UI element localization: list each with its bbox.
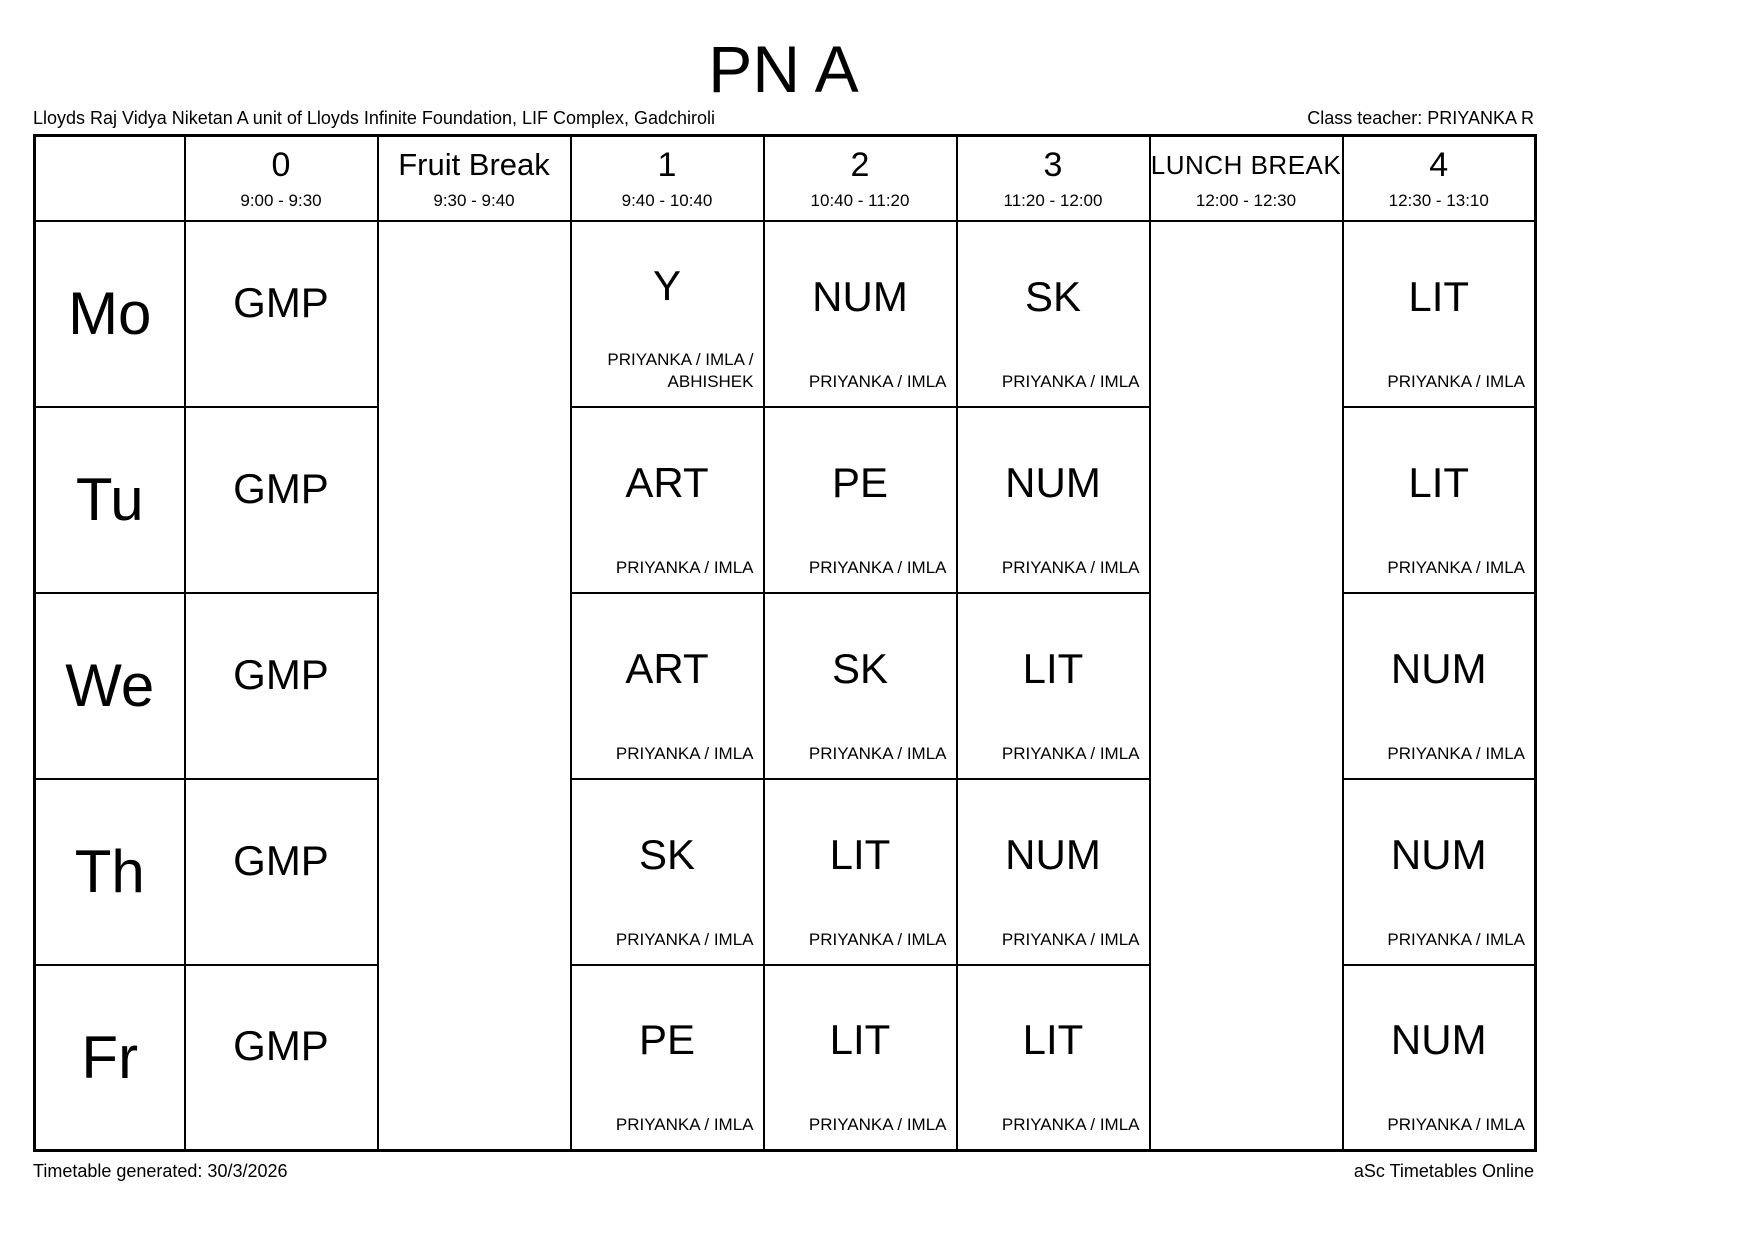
subject-name: GMP	[233, 278, 329, 326]
page-title: PN A	[708, 32, 859, 106]
teacher-names: PRIYANKA / IMLA	[808, 743, 947, 763]
timetable-grid	[33, 134, 1537, 1152]
teacher-names: PRIYANKA / IMLA	[1001, 557, 1140, 577]
day-label-mo: Mo	[35, 221, 185, 407]
subject-name: NUM	[1005, 830, 1101, 878]
lesson-cell	[764, 593, 957, 779]
period-label: 0	[271, 146, 291, 185]
subject-name: NUM	[1390, 1016, 1487, 1064]
subject-name: ART	[625, 458, 709, 506]
subject-name: SK	[638, 830, 696, 878]
day-label-th: Th	[35, 779, 185, 965]
lesson-cell	[764, 779, 957, 965]
subheader	[33, 107, 1534, 129]
subject-name: GMP	[233, 1022, 329, 1070]
period-label: LUNCH BREAK	[1150, 150, 1342, 181]
period-label: 4	[1429, 146, 1449, 185]
lesson-cell	[1343, 965, 1536, 1151]
subject-name: PE	[831, 458, 889, 506]
teacher-names: PRIYANKA / IMLA	[1001, 1115, 1140, 1135]
teacher-names: PRIYANKA / IMLA	[1387, 371, 1525, 391]
teacher-names: PRIYANKA / IMLA / ABHISHEK	[607, 349, 754, 391]
teacher-names: PRIYANKA / IMLA	[615, 1115, 754, 1135]
corner-cell	[35, 136, 185, 221]
lesson-cell	[185, 221, 378, 407]
period-time: 9:00 - 9:30	[240, 191, 322, 211]
period-label: Fruit Break	[398, 147, 550, 183]
period-header-2	[764, 136, 957, 221]
fruit-break-column	[378, 221, 571, 1151]
teacher-names: PRIYANKA / IMLA	[808, 929, 947, 949]
teacher-names	[186, 569, 377, 591]
subject-name: PE	[638, 1016, 696, 1064]
subject-name: SK	[1024, 272, 1082, 320]
lesson-cell	[571, 407, 764, 593]
lesson-cell	[1343, 221, 1536, 407]
lesson-cell	[957, 965, 1150, 1151]
lesson-cell	[764, 221, 957, 407]
brand-label: aSc Timetables Online	[1353, 1161, 1534, 1181]
period-time: 11:20 - 12:00	[1003, 191, 1103, 211]
teacher-names: PRIYANKA / IMLA	[1387, 743, 1525, 763]
lesson-cell	[957, 221, 1150, 407]
lesson-cell	[764, 965, 957, 1151]
subject-name: GMP	[233, 836, 329, 884]
period-label: 1	[657, 146, 677, 185]
teacher-names	[186, 941, 377, 963]
subject-name: LIT	[1408, 272, 1470, 320]
teacher-names	[186, 1126, 377, 1148]
row-monday	[35, 221, 1536, 407]
generated-date: Timetable generated: 30/3/2026	[33, 1161, 288, 1181]
teacher-names	[186, 755, 377, 777]
period-header-3	[957, 136, 1150, 221]
lunch-break-column	[1150, 221, 1343, 1151]
lesson-cell	[571, 779, 764, 965]
period-label: 3	[1043, 146, 1063, 185]
day-label-we: We	[35, 593, 185, 779]
subject-name: SK	[831, 644, 889, 692]
period-header-0	[185, 136, 378, 221]
lesson-cell	[1343, 779, 1536, 965]
day-label-tu: Tu	[35, 407, 185, 593]
subject-name: GMP	[233, 650, 329, 698]
lesson-cell	[1343, 407, 1536, 593]
lesson-cell	[1343, 593, 1536, 779]
subject-name: GMP	[233, 464, 329, 512]
subject-name: LIT	[1022, 1016, 1084, 1064]
period-time: 10:40 - 11:20	[810, 191, 910, 211]
period-label: 2	[850, 146, 870, 185]
subject-name: NUM	[1390, 830, 1487, 878]
teacher-names: PRIYANKA / IMLA	[615, 743, 754, 763]
subject-name: NUM	[1005, 458, 1101, 506]
subject-name: NUM	[1390, 644, 1487, 692]
subject-name: Y	[652, 261, 681, 309]
lesson-cell	[957, 407, 1150, 593]
lesson-cell	[571, 593, 764, 779]
teacher-names: PRIYANKA / IMLA	[808, 1115, 947, 1135]
period-header-lunch-break	[1150, 136, 1343, 221]
period-time: 9:40 - 10:40	[621, 191, 713, 211]
lesson-cell	[764, 407, 957, 593]
subject-name: LIT	[829, 830, 891, 878]
period-header-4	[1343, 136, 1536, 221]
teacher-names: PRIYANKA / IMLA	[808, 371, 947, 391]
period-header-1	[571, 136, 764, 221]
subject-name: LIT	[829, 1016, 891, 1064]
period-time: 9:30 - 9:40	[433, 191, 515, 211]
teacher-names: PRIYANKA / IMLA	[1387, 557, 1525, 577]
subject-name: ART	[625, 644, 709, 692]
lesson-cell	[957, 779, 1150, 965]
day-label-fr: Fr	[35, 965, 185, 1151]
lesson-cell	[185, 407, 378, 593]
teacher-names: PRIYANKA / IMLA	[1001, 371, 1140, 391]
lesson-cell	[957, 593, 1150, 779]
teacher-names: PRIYANKA / IMLA	[615, 557, 754, 577]
school-name: Lloyds Raj Vidya Niketan A unit of Lloyds Infinite Foundation, LIF Complex, Gadchiroli	[33, 108, 716, 128]
lesson-cell	[571, 221, 764, 407]
teacher-names: PRIYANKA / IMLA	[615, 929, 754, 949]
teacher-names	[186, 383, 377, 405]
subject-name: LIT	[1022, 644, 1084, 692]
class-teacher-label: Class teacher: PRIYANKA R	[1307, 108, 1534, 128]
teacher-names: PRIYANKA / IMLA	[1001, 743, 1140, 763]
teacher-names: PRIYANKA / IMLA	[1001, 929, 1140, 949]
subject-name: LIT	[1408, 458, 1470, 506]
subject-name: NUM	[812, 272, 908, 320]
footer	[33, 1160, 1534, 1182]
lesson-cell	[185, 965, 378, 1151]
period-time: 12:00 - 12:30	[1195, 191, 1297, 211]
lesson-cell	[185, 779, 378, 965]
teacher-names: PRIYANKA / IMLA	[1387, 929, 1525, 949]
lesson-cell	[185, 593, 378, 779]
period-time: 12:30 - 13:10	[1388, 191, 1489, 211]
teacher-names: PRIYANKA / IMLA	[808, 557, 947, 577]
period-header-fruit-break	[378, 136, 571, 221]
lesson-cell	[571, 965, 764, 1151]
teacher-names: PRIYANKA / IMLA	[1387, 1115, 1525, 1135]
period-header-row	[35, 136, 1536, 221]
